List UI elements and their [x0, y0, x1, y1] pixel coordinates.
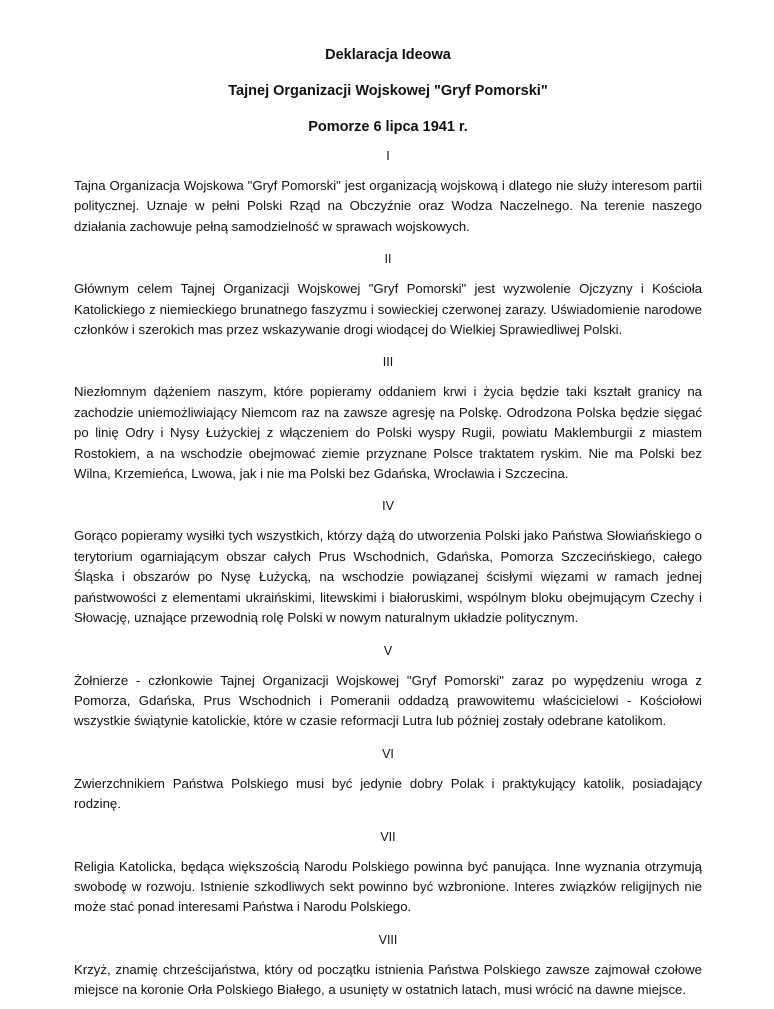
section-2	[74, 251, 702, 340]
section-text: Tajna Organizacja Wojskowa "Gryf Pomorski" jest organizacją wojskową i dlatego nie służy interesom partii politycznej. Uznaje w pełni Polski Rząd na Obczyźnie oraz Wodza Naczelnego. Na terenie naszego działania zachowuje pełną samodzielność w sprawach wojskowych.	[74, 178, 702, 234]
section-text: Zwierzchnikiem Państwa Polskiego musi być jedynie dobry Polak i praktykujący katolik, posiadający rodzinę.	[74, 775, 702, 812]
section-6	[74, 746, 702, 815]
section-1	[74, 148, 702, 237]
section-4	[74, 498, 702, 628]
section-8	[74, 932, 702, 1001]
section-text: Niezłomnym dążeniem naszym, które popieramy oddaniem krwi i życia będzie taki kształt granicy na zachodzie uniemożliwiający Niemcom raz na zawsze agresję na Polskę. Odrodzona Polska będzie sięgać po linię Odry i Nysy Łużyckiej z włączeniem do Polski wyspy Rugii, powiatu Maklemburgii z miastem Rostokiem, a na wschodzie obejmować ziemie przyznane Polsce traktatem ryskim. Nie ma Polski bez Wilna, Krzemieńca, Lwowa, jak i nie ma Polski bez Gdańska, Wrocławia i Szczecina.	[74, 384, 702, 482]
section-number: II	[384, 252, 392, 267]
section-number: VIII	[378, 932, 398, 947]
section-text: Gorąco popieramy wysiłki tych wszystkich, którzy dążą do utworzenia Polski jako Państwa Słowiańskiego o terytorium ogarniającym obszar całych Prus Wschodnich, Gdańska, Pomorza Szczecińskiego, całego Śląska i obszarów po Nysę Łużycką, na wschodzie powiązanej ścisłymi więzami w ramach jednej państwowości z elementami ukraińskimi, litewskimi i białoruskimi, wspólnym bloku obejmującym Czechy i Słowację, uznające przewodnią rolę Polski w nowym naturalnym układzie politycznym.	[74, 528, 702, 626]
section-text: Religia Katolicka, będąca większością Narodu Polskiego powinna być panująca. Inne wyznania otrzymują swobodę w rozwoju. Istnienie szkodliwych sekt powinno być wzbronione. Interes związków religijnych nie może stać ponad interesami Państwa i Narodu Polskiego.	[74, 858, 702, 915]
section-text: Krzyż, znamię chrześcijaństwa, który od początku istnienia Państwa Polskiego zawsze zajmował czołowe miejsce na koronie Orła Polskiego Białego, a usunięty w ostatnich latach, musi wrócić na dawne miejsce.	[74, 961, 702, 998]
section-number: V	[383, 643, 393, 658]
section-number: VII	[380, 829, 396, 844]
section-number: I	[386, 149, 390, 163]
section-number: IV	[382, 499, 394, 514]
section-text: Głównym celem Tajnej Organizacji Wojskowej "Gryf Pomorski" jest wyzwolenie Ojczyzny i Kościoła Katolickiego z niemieckiego brunatnego faszyzmu i sowieckiej czerwonej zarazy. Uświadomienie narodowe członków i szerokich mas przez wskazywanie drogi wiodącej do Wielkiej Sprawiedliwej Polski.	[74, 281, 702, 338]
document-subtitle: Tajnej Organizacji Wojskowej "Gryf Pomorski"	[228, 83, 548, 99]
section-7	[74, 829, 702, 918]
document-title: Deklaracja Ideowa	[325, 47, 451, 63]
section-number: VI	[382, 746, 394, 761]
section-text: Żołnierze - członkowie Tajnej Organizacji Wojskowej "Gryf Pomorski" zaraz po wypędzeniu wroga z Pomorza, Gdańska, Prus Wschodnich i Pomeranii oddadzą prawowitemu właścicielowi - Kościołowi wszystkie świątynie katolickie, które w czasie reformacji Lutra lub później zostały odebrane katolikom.	[74, 672, 702, 729]
document-header	[74, 46, 702, 136]
document-place-date: Pomorze 6 lipca 1941 r.	[308, 119, 468, 135]
section-3	[74, 354, 702, 484]
section-5	[74, 643, 702, 732]
section-number: III	[382, 355, 394, 370]
